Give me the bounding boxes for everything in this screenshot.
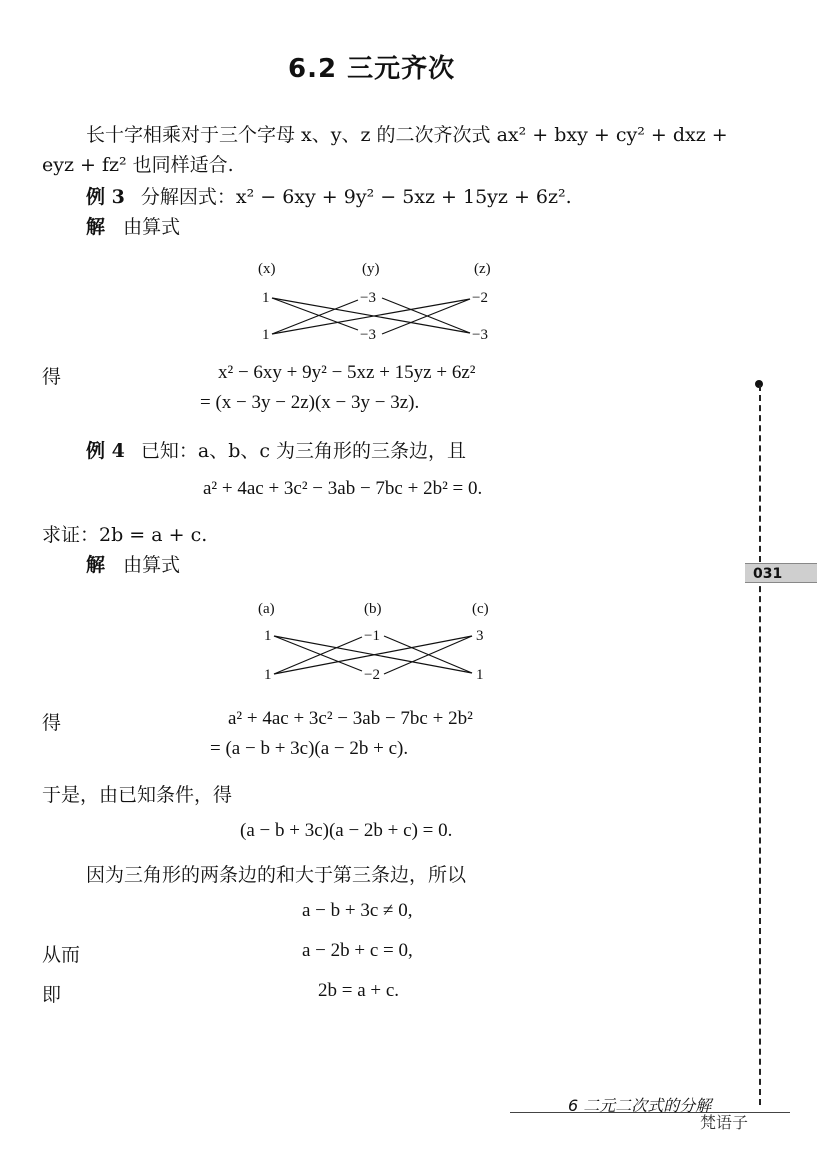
example-4-solution-text: 由算式 xyxy=(123,554,181,576)
diagram-2-header-a: (a) xyxy=(258,601,275,617)
diagram-1-header-x: (x) xyxy=(258,261,276,277)
running-footer: 6 二元二次式的分解 xyxy=(568,1096,712,1115)
diagram-1-top-left: 1 xyxy=(262,290,270,306)
diagram-2-top-right: 3 xyxy=(476,628,484,644)
example-4-solution xyxy=(86,550,180,577)
therefore-text: 于是，由已知条件，得 xyxy=(42,784,233,806)
margin-dashed-rule xyxy=(759,385,763,1105)
diagram-2-bottom-mid: −2 xyxy=(364,667,380,683)
example-4-equation: a² + 4ac + 3c² − 3ab − 7bc + 2b² = 0. xyxy=(203,478,483,499)
example-3-solution xyxy=(86,212,180,239)
example-4-get-label: 得 xyxy=(42,712,62,734)
example-3-expression: x² − 6xy + 9y² − 5xz + 15yz + 6z² xyxy=(218,362,476,383)
example-3-text: 分解因式：x² − 6xy + 9y² − 5xz + 15yz + 6z². xyxy=(140,186,572,208)
example-4 xyxy=(86,436,466,463)
diagram-2-top-mid: −1 xyxy=(364,628,380,644)
page-number: 031 xyxy=(745,563,817,583)
thus-label: 从而 xyxy=(42,944,81,966)
example-4-prove: 求证：2b = a + c. xyxy=(42,524,208,546)
diagram-1-bottom-mid: −3 xyxy=(360,327,376,343)
equation-product-zero: (a − b + 3c)(a − 2b + c) = 0. xyxy=(240,820,453,841)
example-3-get-label: 得 xyxy=(42,366,62,388)
because-text: 因为三角形的两条边的和大于第三条边，所以 xyxy=(86,864,467,886)
example-4-label: 例 4 xyxy=(86,440,125,462)
diagram-2-top-left: 1 xyxy=(264,628,272,644)
thus-equation: a − 2b + c = 0, xyxy=(302,940,413,961)
diagram-1-top-mid: −3 xyxy=(360,290,376,306)
example-3 xyxy=(86,182,572,209)
example-3-solution-label: 解 xyxy=(86,216,106,238)
example-4-expression: a² + 4ac + 3c² − 3ab − 7bc + 2b² xyxy=(228,708,473,729)
intro-line-1: 长十字相乘对于三个字母 x、y、z 的二次齐次式 ax² + bxy + cy² + dxz + xyxy=(86,124,728,146)
diagram-1-top-right: −2 xyxy=(472,290,488,306)
example-3-factored: = (x − 3y − 2z)(x − 3y − 3z). xyxy=(200,392,420,413)
diagram-1-bottom-right: −3 xyxy=(472,327,488,343)
example-4-text: 已知：a、b、c 为三角形的三条边，且 xyxy=(140,440,467,462)
example-4-solution-label: 解 xyxy=(86,554,106,576)
diagram-1-header-z: (z) xyxy=(474,261,491,277)
cross-diagram-1 xyxy=(240,255,520,350)
diagram-1-header-y: (y) xyxy=(362,261,380,277)
intro-line-2: eyz + fz² 也同样适合. xyxy=(42,154,234,176)
watermark: 梵语子 xyxy=(700,1113,749,1132)
cross-diagram-2 xyxy=(240,595,520,690)
diagram-2-header-c: (c) xyxy=(472,601,489,617)
diagram-1-bottom-left: 1 xyxy=(262,327,270,343)
ie-label: 即 xyxy=(42,984,62,1006)
example-4-factored: = (a − b + 3c)(a − 2b + c). xyxy=(210,738,409,759)
example-3-label: 例 3 xyxy=(86,186,125,208)
diagram-2-bottom-right: 1 xyxy=(476,667,484,683)
section-title: 6.2 三元齐次 xyxy=(288,54,456,84)
diagram-2-bottom-left: 1 xyxy=(264,667,272,683)
example-3-solution-text: 由算式 xyxy=(123,216,181,238)
conclusion-equation: 2b = a + c. xyxy=(318,980,400,1001)
diagram-2-header-b: (b) xyxy=(364,601,382,617)
inequality: a − b + 3c ≠ 0, xyxy=(302,900,413,921)
